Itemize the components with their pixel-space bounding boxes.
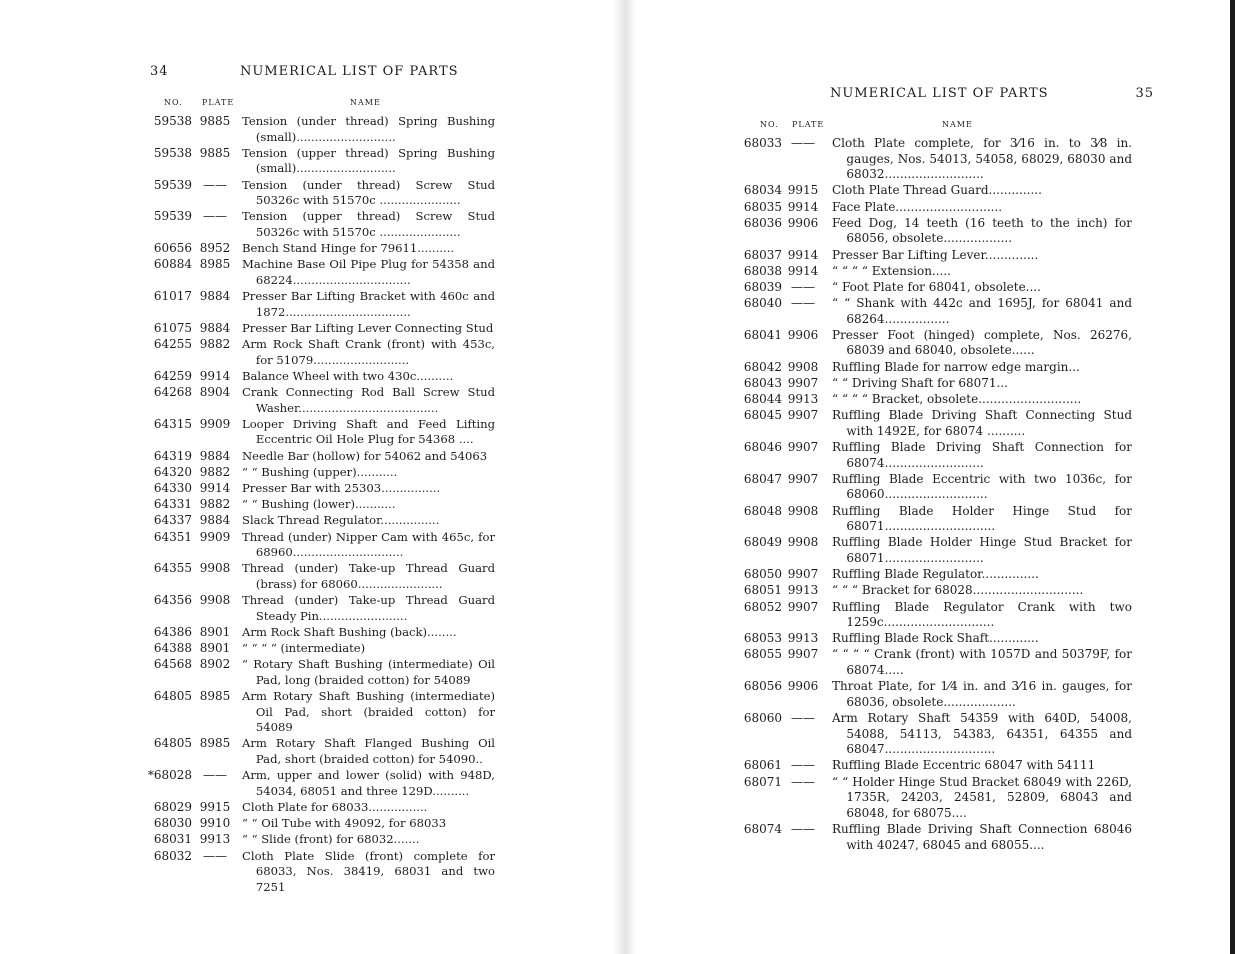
part-name: Arm Rotary Shaft Bushing (intermediate) Oil Pad, short (braided cotton) for 54089 [242, 689, 495, 735]
column-header-plate: PLATE [792, 120, 825, 129]
running-title: NUMERICAL LIST OF PARTS [830, 86, 1049, 101]
part-name: Presser Bar with 25303................ [242, 480, 441, 495]
running-head [742, 86, 1154, 106]
running-title: NUMERICAL LIST OF PARTS [240, 64, 459, 79]
part-name: Arm Rotary Shaft 54359 with 640D, 54008, 54088, 54113, 54383, 64351, 64355 and 68047............................. [832, 711, 1132, 757]
part-name: “ “ Bushing (upper)........... [242, 464, 398, 479]
list-item [742, 567, 1132, 583]
list-item [742, 136, 1132, 183]
list-item [147, 768, 495, 799]
part-name: Ruffling Blade Regulator Crank with two 1259c............................. [832, 599, 1132, 630]
part-number: 60656 [153, 241, 192, 256]
list-item [150, 497, 495, 513]
list-item [742, 216, 1132, 247]
part-number: 68061 [743, 758, 782, 773]
part-name: Ruffling Blade for narrow edge margin... [832, 359, 1080, 374]
part-name: “ “ Holder Hinge Stud Bracket 68049 with 226D, 1735R, 24203, 24581, 52809, 68043 and 68048, for 68075.... [832, 774, 1132, 820]
part-name: “ “ “ “ Crank (front) with 1057D and 50379F, for 68074..... [832, 647, 1132, 678]
part-number: 64356 [153, 593, 192, 608]
list-item [742, 711, 1132, 758]
plate-number: 8901 [199, 641, 231, 656]
plate-number: 9882 [199, 497, 231, 512]
plate-number: 9914 [199, 480, 231, 495]
part-name: Cloth Plate Slide (front) complete for 68033, Nos. 38419, 68031 and two 7251 [242, 848, 495, 894]
plate-number: —— [791, 821, 815, 836]
list-item [742, 758, 1132, 774]
part-name: Arm Rock Shaft Bushing (back)........ [242, 624, 457, 639]
part-name: Face Plate............................ [832, 199, 1003, 214]
part-name: Thread (under) Nipper Cam with 465c, for 68960.............................. [242, 529, 495, 560]
list-item [742, 679, 1132, 710]
part-number: 68049 [743, 535, 782, 550]
part-number: 68036 [743, 215, 782, 230]
plate-number: 9907 [787, 375, 819, 390]
plate-number: 9907 [787, 567, 819, 582]
plate-number: —— [203, 768, 227, 783]
list-item [150, 337, 495, 368]
part-number: 68038 [743, 263, 782, 278]
list-item [150, 321, 495, 337]
plate-number: 9884 [199, 289, 231, 304]
part-name: Slack Thread Regulator................ [242, 513, 440, 528]
list-item [150, 561, 495, 592]
list-item [150, 385, 495, 416]
list-item [150, 146, 495, 177]
part-number: 59538 [153, 145, 192, 160]
part-name: Cloth Plate Thread Guard.............. [832, 183, 1042, 198]
part-number: 64351 [153, 529, 192, 544]
plate-number: 9906 [787, 215, 819, 230]
part-number: 64805 [153, 689, 192, 704]
part-name: Tension (under thread) Spring Bushing (small)........................... [242, 114, 495, 144]
plate-number: 9907 [787, 440, 819, 454]
plate-number: 9908 [199, 593, 231, 608]
list-item [150, 816, 495, 832]
part-name: “ “ Shank with 442c and 1695J, for 68041 and 68264................. [832, 296, 1132, 326]
book-spine-shadow [612, 0, 636, 954]
part-name: Ruffling Blade Driving Shaft Connecting Stud with 1492E, for 68074 .......... [832, 408, 1132, 438]
part-name: Bench Stand Hinge for 79611.......... [242, 241, 455, 256]
plate-number: —— [791, 279, 815, 294]
part-name: Ruffling Blade Holder Hinge Stud for 68071............................. [832, 503, 1132, 534]
plate-number: 9907 [787, 599, 819, 614]
part-number: 61075 [153, 320, 192, 335]
part-name: Presser Bar Lifting Lever Connecting Stud [242, 320, 494, 335]
plate-number: 9882 [199, 464, 231, 479]
part-name: Crank Connecting Rod Ball Screw Stud Washer...................................... [242, 385, 495, 415]
column-header-plate: PLATE [202, 98, 235, 107]
part-number: 64337 [153, 513, 192, 528]
list-item [150, 209, 495, 240]
part-number: 68030 [153, 816, 192, 831]
part-name: Throat Plate, for 1⁄4 in. and 3⁄16 in. gauges, for 68036, obsolete................... [832, 679, 1132, 709]
part-number: 59539 [153, 177, 192, 192]
list-item [150, 481, 495, 497]
list-item [150, 449, 495, 465]
parts-list [742, 136, 1132, 853]
plate-number: 9885 [199, 114, 231, 128]
part-number: 64330 [153, 480, 192, 495]
part-number: 64319 [153, 448, 192, 463]
plate-number: 9884 [199, 448, 231, 463]
part-name: “ “ Oil Tube with 49092, for 68033 [242, 816, 447, 831]
part-number: 64355 [153, 561, 192, 576]
plate-number: 9907 [787, 408, 819, 423]
part-name: Tension (upper thread) Screw Stud 50326c with 51570c ...................... [242, 209, 495, 239]
part-name: “ “ “ “ (intermediate) [242, 641, 366, 656]
part-number: 68045 [743, 408, 782, 423]
part-name: Thread (under) Take-up Thread Guard Steady Pin........................ [242, 593, 495, 623]
plate-number: 8985 [199, 689, 231, 704]
list-item [150, 241, 495, 257]
list-item [742, 200, 1132, 216]
part-number: 68034 [743, 183, 782, 198]
part-number: 68071 [743, 774, 782, 789]
part-name: “ “ Slide (front) for 68032....... [242, 832, 420, 847]
part-name: Looper Driving Shaft and Feed Lifting Eccentric Oil Hole Plug for 54368 .... [242, 416, 495, 447]
part-name: Ruffling Blade Driving Shaft Connection 68046 with 40247, 68045 and 68055.... [832, 821, 1132, 852]
part-name: “ “ Driving Shaft for 68071... [832, 375, 1008, 390]
list-item [150, 369, 495, 385]
right-page [742, 86, 1154, 854]
plate-number: 9915 [199, 799, 231, 814]
plate-number: 9908 [787, 359, 819, 374]
plate-number: 9914 [787, 199, 819, 214]
list-item [150, 641, 495, 657]
list-item [150, 114, 495, 145]
list-item [742, 360, 1132, 376]
plate-number: 9914 [787, 263, 819, 278]
plate-number: 8902 [199, 657, 231, 672]
plate-number: 9909 [199, 529, 231, 544]
part-name: Ruffling Blade Regulator............... [832, 567, 1039, 582]
part-name: Presser Bar Lifting Lever.............. [832, 247, 1039, 262]
list-item [150, 736, 495, 767]
part-number: 68050 [743, 567, 782, 582]
part-number: 64331 [153, 497, 192, 512]
list-item [742, 583, 1132, 599]
list-item [742, 472, 1132, 503]
plate-number: 8985 [199, 257, 231, 272]
plate-number: 9913 [787, 583, 819, 598]
list-item [150, 530, 495, 561]
part-name: Ruffling Blade Rock Shaft............. [832, 631, 1039, 646]
part-number: 68051 [743, 583, 782, 598]
list-item [742, 392, 1132, 408]
plate-number: 9885 [199, 145, 231, 160]
part-name: “ “ Bushing (lower)........... [242, 497, 396, 512]
part-number: 68044 [743, 392, 782, 407]
part-name: Tension (upper thread) Spring Bushing (small)........................... [242, 145, 495, 176]
part-number: 68048 [743, 503, 782, 518]
plate-number: 9910 [199, 816, 231, 831]
part-number: 68031 [153, 832, 192, 847]
part-number: 64255 [153, 337, 192, 352]
plate-number: 9914 [199, 368, 231, 383]
plate-number: —— [791, 136, 815, 150]
part-name: Presser Foot (hinged) complete, Nos. 26276, 68039 and 68040, obsolete...... [832, 327, 1132, 358]
column-headers [150, 98, 495, 114]
list-item [150, 465, 495, 481]
part-number: 64388 [153, 641, 192, 656]
plate-number: 9914 [787, 247, 819, 262]
column-headers [742, 120, 1132, 136]
column-header-name: NAME [942, 120, 973, 129]
list-item [150, 513, 495, 529]
parts-list [147, 114, 495, 895]
part-number: 68060 [743, 711, 782, 726]
part-number: 68032 [153, 848, 192, 863]
part-name: “ Rotary Shaft Bushing (intermediate) Oil Pad, long (braided cotton) for 54089 [242, 657, 495, 687]
plate-number: 9908 [199, 561, 231, 576]
part-name: Ruffling Blade Eccentric with two 1036c, for 68060........................... [832, 471, 1132, 502]
part-number: 68074 [743, 821, 782, 836]
part-name: Tension (under thread) Screw Stud 50326c with 51570c ...................... [242, 177, 495, 208]
part-name: Ruffling Blade Holder Hinge Stud Bracket for 68071.......................... [832, 535, 1132, 565]
plate-number: 9906 [787, 327, 819, 342]
part-name: “ “ “ “ Extension..... [832, 263, 951, 278]
part-number: 60884 [153, 257, 192, 272]
part-name: Feed Dog, 14 teeth (16 teeth to the inch) for 68056, obsolete.................. [832, 215, 1132, 246]
left-page [147, 64, 495, 896]
list-item [742, 647, 1132, 678]
part-number: 64320 [153, 464, 192, 479]
column-header-name: NAME [350, 98, 381, 107]
plate-number: 8904 [199, 385, 231, 400]
plate-number: 9884 [199, 513, 231, 528]
page-edge [1230, 0, 1235, 954]
part-name: Arm Rotary Shaft Flanged Bushing Oil Pad, short (braided cotton) for 54090.. [242, 736, 495, 766]
plate-number: 9908 [787, 503, 819, 518]
plate-number: 9907 [787, 471, 819, 486]
part-number: 64315 [153, 416, 192, 431]
list-item [742, 775, 1132, 822]
plate-number: 9909 [199, 416, 231, 431]
plate-number: —— [791, 758, 815, 773]
column-header-no: NO. [164, 98, 183, 107]
part-name: Cloth Plate complete, for 3⁄16 in. to 3⁄8 in. gauges, Nos. 54013, 54058, 68029, 68030 and 68032.......................... [832, 136, 1132, 182]
part-name: “ Foot Plate for 68041, obsolete.... [832, 279, 1041, 294]
part-number: 68053 [743, 631, 782, 646]
part-number: 68029 [153, 799, 192, 814]
plate-number: 8901 [199, 624, 231, 639]
column-header-no: NO. [760, 120, 779, 129]
part-name: Presser Bar Lifting Bracket with 460c and 1872.................................. [242, 289, 495, 319]
plate-number: 9884 [199, 320, 231, 335]
list-item [742, 535, 1132, 566]
list-item [150, 257, 495, 288]
part-name: Ruffling Blade Driving Shaft Connection for 68074.......................... [832, 440, 1132, 470]
list-item [150, 657, 495, 688]
list-item [150, 689, 495, 736]
list-item [742, 631, 1132, 647]
part-number: 64386 [153, 624, 192, 639]
plate-number: 9906 [787, 679, 819, 694]
part-number: 68041 [743, 327, 782, 342]
part-number: 68047 [743, 471, 782, 486]
list-item [742, 376, 1132, 392]
part-number: *68028 [147, 768, 192, 783]
list-item [150, 832, 495, 848]
plate-number: 9882 [199, 337, 231, 352]
part-name: Balance Wheel with two 430c.......... [242, 368, 454, 383]
list-item [742, 408, 1132, 439]
part-number: 64568 [153, 657, 192, 672]
part-number: 68055 [743, 647, 782, 662]
plate-number: 9913 [199, 832, 231, 847]
part-number: 59539 [153, 209, 192, 224]
running-head [150, 64, 495, 84]
part-number: 68046 [743, 440, 782, 454]
part-number: 64268 [153, 385, 192, 400]
list-item [150, 849, 495, 896]
list-item [742, 440, 1132, 471]
plate-number: —— [791, 774, 815, 789]
list-item [742, 600, 1132, 631]
part-number: 64259 [153, 368, 192, 383]
plate-number: 8985 [199, 736, 231, 751]
list-item [150, 178, 495, 209]
list-item [150, 800, 495, 816]
part-number: 68039 [743, 279, 782, 294]
list-item [150, 417, 495, 448]
part-name: Thread (under) Take-up Thread Guard (brass) for 68060....................... [242, 561, 495, 591]
part-number: 68040 [743, 296, 782, 311]
plate-number: —— [203, 209, 227, 224]
part-number: 68043 [743, 375, 782, 390]
part-name: Ruffling Blade Eccentric 68047 with 54111 [832, 758, 1096, 773]
plate-number: 9913 [787, 392, 819, 407]
part-name: “ “ “ “ Bracket, obsolete........................... [832, 392, 1082, 407]
list-item [742, 504, 1132, 535]
plate-number: —— [791, 296, 815, 311]
part-number: 68052 [743, 599, 782, 614]
list-item [742, 248, 1132, 264]
plate-number: —— [791, 711, 815, 726]
part-number: 68033 [743, 136, 782, 150]
part-name: Machine Base Oil Pipe Plug for 54358 and 68224................................ [242, 257, 495, 287]
list-item [742, 328, 1132, 359]
part-name: Cloth Plate for 68033................ [242, 799, 428, 814]
list-item [742, 183, 1132, 199]
plate-number: —— [203, 177, 227, 192]
list-item [742, 280, 1132, 296]
list-item [150, 625, 495, 641]
plate-number: 8952 [199, 241, 231, 256]
part-number: 68056 [743, 679, 782, 694]
part-name: “ “ “ Bracket for 68028............................. [832, 583, 1084, 598]
plate-number: 9913 [787, 631, 819, 646]
list-item [150, 289, 495, 320]
plate-number: —— [203, 848, 227, 863]
page-number: 34 [150, 64, 169, 79]
part-number: 68035 [743, 199, 782, 214]
part-number: 68042 [743, 359, 782, 374]
list-item [742, 822, 1132, 853]
plate-number: 9908 [787, 535, 819, 550]
list-item [742, 296, 1132, 327]
part-name: Arm Rock Shaft Crank (front) with 453c, for 51079.......................... [242, 337, 495, 367]
list-item [150, 593, 495, 624]
part-number: 64805 [153, 736, 192, 751]
part-name: Needle Bar (hollow) for 54062 and 54063 [242, 448, 488, 463]
part-name: Arm, upper and lower (solid) with 948D, 54034, 68051 and three 129D.......... [242, 768, 495, 798]
plate-number: 9907 [787, 647, 819, 662]
list-item [742, 264, 1132, 280]
plate-number: 9915 [787, 183, 819, 198]
part-number: 68037 [743, 247, 782, 262]
part-number: 59538 [153, 114, 192, 128]
page-number: 35 [1135, 86, 1154, 101]
part-number: 61017 [153, 289, 192, 304]
